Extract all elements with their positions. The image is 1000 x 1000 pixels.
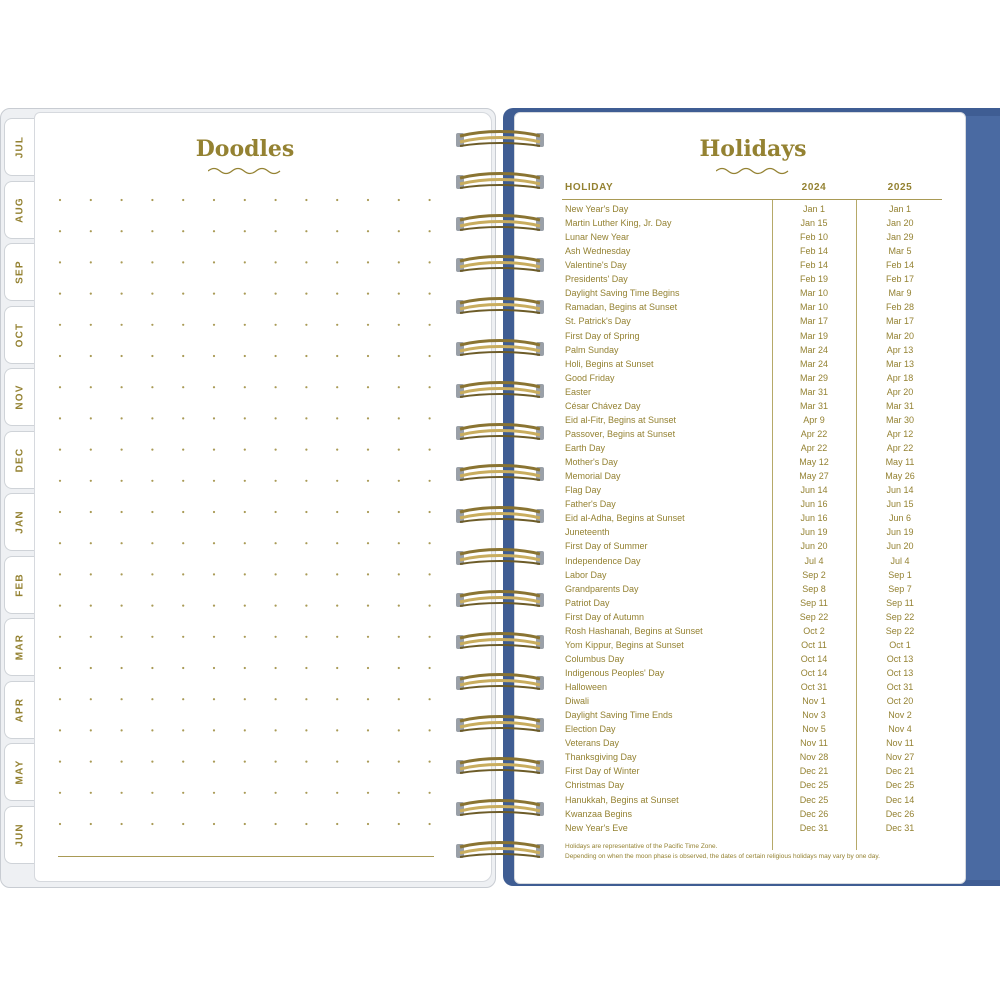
- footnote-line: Depending on when the moon phase is observed, the dates of certain religious holidays may vary by one day.: [565, 853, 880, 860]
- month-tab-label: SEP: [14, 260, 25, 284]
- holiday-date-2024: Nov 1: [802, 696, 826, 707]
- holiday-date-2025: Jan 29: [886, 232, 914, 243]
- holiday-date-2025: Nov 4: [888, 724, 912, 735]
- holiday-date-2025: Apr 13: [886, 344, 914, 355]
- spiral-ring: [454, 797, 546, 821]
- spiral-ring: [454, 504, 546, 528]
- month-tab-feb[interactable]: [4, 556, 34, 614]
- holiday-row: [562, 612, 942, 626]
- holiday-name: Passover, Begins at Sunset: [565, 428, 676, 439]
- holiday-name: Hanukkah, Begins at Sunset: [565, 794, 679, 805]
- holiday-date-2025: Sep 1: [888, 569, 912, 580]
- holiday-row: [562, 696, 942, 710]
- holiday-name: Presidents' Day: [565, 274, 628, 285]
- holiday-date-2024: Nov 5: [802, 724, 826, 735]
- holiday-row: [562, 415, 942, 429]
- holiday-date-2024: Mar 10: [799, 302, 828, 313]
- holidays-title: Holidays: [699, 136, 807, 162]
- holiday-date-2024: Mar 31: [799, 400, 828, 411]
- holiday-name: Flag Day: [565, 485, 602, 496]
- doodles-squiggle: [208, 166, 282, 176]
- holiday-row: [562, 541, 942, 555]
- month-tab-label: AUG: [14, 196, 25, 223]
- month-tab-mar[interactable]: [4, 618, 34, 676]
- holiday-date-2024: Jun 16: [800, 499, 828, 510]
- spiral-ring: [454, 295, 546, 319]
- holiday-name: Ramadan, Begins at Sunset: [565, 302, 678, 313]
- holiday-name: Diwali: [565, 696, 590, 707]
- holiday-name: Good Friday: [565, 372, 615, 383]
- holiday-name: Grandparents Day: [565, 583, 639, 594]
- holiday-date-2025: Sep 22: [885, 611, 915, 622]
- holiday-date-2025: Sep 22: [885, 625, 915, 636]
- holiday-date-2024: Feb 19: [799, 274, 829, 285]
- holiday-name: Palm Sunday: [565, 344, 619, 355]
- month-tab-label: OCT: [14, 322, 25, 347]
- holiday-date-2024: Feb 14: [799, 260, 829, 271]
- month-tab-label: APR: [14, 697, 25, 722]
- holiday-date-2025: Apr 20: [886, 386, 914, 397]
- spiral-binding: [454, 128, 546, 868]
- holiday-row: [562, 204, 942, 218]
- month-tab-dec[interactable]: [4, 431, 34, 489]
- holiday-date-2025: Jan 20: [886, 218, 914, 229]
- holiday-name: New Year's Day: [565, 204, 629, 214]
- holiday-name: Thanksgiving Day: [565, 752, 637, 763]
- month-tab-label: DEC: [14, 447, 25, 472]
- spiral-ring: [454, 253, 546, 277]
- holiday-date-2024: Sep 8: [802, 583, 826, 594]
- holiday-date-2024: Jun 16: [800, 513, 828, 524]
- holiday-date-2024: May 12: [799, 457, 829, 468]
- holiday-row: [562, 218, 942, 232]
- holiday-row: [562, 640, 942, 654]
- holiday-date-2025: Feb 17: [885, 274, 915, 285]
- holiday-name: Indigenous Peoples' Day: [565, 667, 665, 678]
- holiday-date-2025: Jun 20: [886, 541, 914, 552]
- month-tab-label: MAY: [14, 759, 25, 785]
- holiday-date-2024: Sep 2: [802, 569, 826, 580]
- holiday-date-2025: Jun 6: [888, 513, 912, 524]
- holiday-date-2025: Jun 14: [886, 485, 914, 496]
- holiday-name: Patriot Day: [565, 597, 610, 608]
- holiday-date-2024: Mar 29: [799, 372, 828, 383]
- month-tab-aug[interactable]: [4, 181, 34, 239]
- holiday-row: [562, 795, 942, 809]
- holiday-date-2025: Jan 1: [888, 204, 912, 214]
- holiday-row: [562, 584, 942, 598]
- holiday-date-2024: Mar 31: [799, 386, 828, 397]
- holiday-row: [562, 724, 942, 738]
- holiday-date-2025: Dec 26: [885, 808, 915, 819]
- holiday-row: [562, 752, 942, 766]
- holiday-date-2024: Dec 31: [799, 822, 829, 833]
- holiday-date-2024: Oct 2: [803, 625, 825, 636]
- holiday-row: [562, 809, 942, 823]
- spiral-ring: [454, 421, 546, 445]
- holiday-row: [562, 682, 942, 696]
- holiday-name: Mother's Day: [565, 457, 618, 468]
- holiday-date-2024: Jan 15: [800, 218, 828, 229]
- holiday-row: [562, 485, 942, 499]
- holiday-row: [562, 738, 942, 752]
- holiday-row: [562, 331, 942, 345]
- holiday-name: First Day of Winter: [565, 766, 640, 777]
- holiday-name: Memorial Day: [565, 471, 621, 482]
- holiday-date-2024: Feb 14: [799, 246, 829, 257]
- month-tab-nov[interactable]: [4, 368, 34, 426]
- holiday-row: [562, 499, 942, 513]
- month-tab-jan[interactable]: [4, 493, 34, 551]
- holiday-date-2024: Mar 24: [799, 358, 828, 369]
- spiral-ring: [454, 713, 546, 737]
- holiday-name: First Day of Summer: [565, 541, 648, 552]
- holiday-date-2025: Mar 17: [885, 316, 914, 327]
- holiday-row: [562, 246, 942, 260]
- holiday-date-2024: Mar 10: [799, 288, 828, 299]
- holiday-row: [562, 823, 942, 837]
- holiday-date-2024: Nov 28: [799, 752, 829, 763]
- column-header-holiday: HOLIDAY: [565, 182, 614, 193]
- holiday-name: Holi, Begins at Sunset: [565, 358, 654, 369]
- holiday-name: Daylight Saving Time Begins: [565, 288, 680, 299]
- holiday-row: [562, 373, 942, 387]
- footnotes: [565, 842, 945, 862]
- holiday-name: Veterans Day: [565, 738, 620, 749]
- month-tab-may[interactable]: [4, 743, 34, 801]
- spiral-ring: [454, 755, 546, 779]
- spiral-ring: [454, 839, 546, 863]
- holiday-date-2024: Dec 21: [799, 766, 829, 777]
- holiday-row: [562, 570, 942, 584]
- holiday-name: Independence Day: [565, 555, 641, 566]
- holiday-name: St. Patrick's Day: [565, 316, 631, 327]
- holiday-date-2024: Jan 1: [802, 204, 826, 214]
- spiral-ring: [454, 671, 546, 695]
- holiday-name: Father's Day: [565, 499, 616, 510]
- holiday-date-2024: May 27: [799, 471, 829, 482]
- month-tab-label: MAR: [14, 633, 25, 661]
- holiday-name: Martin Luther King, Jr. Day: [565, 218, 672, 229]
- holiday-name: New Year's Eve: [565, 822, 628, 833]
- doodles-bottom-rule: [58, 856, 434, 857]
- holiday-date-2025: Mar 31: [885, 400, 914, 411]
- column-header-2024: 2024: [801, 182, 827, 193]
- holiday-date-2024: Sep 11: [800, 597, 828, 608]
- holiday-date-2025: Jul 4: [890, 555, 910, 566]
- month-tab-label: FEB: [14, 572, 25, 597]
- holiday-date-2024: Oct 14: [800, 667, 828, 678]
- month-tab-jun[interactable]: [4, 806, 34, 864]
- holiday-row: [562, 710, 942, 724]
- holiday-row: [562, 626, 942, 640]
- holiday-date-2025: Apr 12: [886, 428, 914, 439]
- holiday-row: [562, 527, 942, 541]
- holiday-date-2024: Nov 3: [802, 710, 826, 721]
- dot-grid: [50, 190, 436, 840]
- holiday-date-2024: Mar 24: [799, 344, 828, 355]
- holiday-date-2025: Oct 31: [886, 682, 914, 693]
- holiday-date-2025: May 26: [885, 471, 915, 482]
- right-cover-edge: [960, 116, 1000, 880]
- holiday-name: Ash Wednesday: [565, 246, 631, 257]
- spiral-ring: [454, 337, 546, 361]
- holiday-name: César Chávez Day: [565, 400, 641, 411]
- holiday-name: Juneteenth: [565, 527, 610, 538]
- holiday-date-2024: Jun 20: [800, 541, 828, 552]
- holiday-name: Valentine's Day: [565, 260, 627, 271]
- holiday-date-2025: Jun 19: [886, 527, 914, 538]
- month-tab-label: JUL: [14, 135, 25, 159]
- holiday-row: [562, 401, 942, 415]
- holiday-name: Easter: [565, 386, 592, 397]
- holiday-date-2025: Sep 7: [888, 583, 912, 594]
- header-rule: [562, 199, 942, 200]
- holiday-row: [562, 513, 942, 527]
- holiday-row: [562, 556, 942, 570]
- holiday-row: [562, 387, 942, 401]
- spiral-ring: [454, 546, 546, 570]
- holiday-row: [562, 359, 942, 373]
- holiday-name: Earth Day: [565, 443, 606, 454]
- spiral-ring: [454, 170, 546, 194]
- holiday-row: [562, 443, 942, 457]
- holiday-row: [562, 345, 942, 359]
- holiday-date-2024: Oct 14: [800, 653, 828, 664]
- holiday-date-2024: Mar 19: [799, 330, 828, 341]
- holiday-date-2025: Oct 20: [886, 696, 914, 707]
- holiday-name: Daylight Saving Time Ends: [565, 710, 673, 721]
- holiday-date-2025: Dec 25: [885, 780, 915, 791]
- holiday-name: Eid al-Adha, Begins at Sunset: [565, 513, 685, 524]
- footnote-line: Holidays are representative of the Pacific Time Zone.: [565, 843, 718, 850]
- holiday-row: [562, 274, 942, 288]
- holiday-date-2025: Oct 13: [886, 667, 914, 678]
- month-tab-oct[interactable]: [4, 306, 34, 364]
- holiday-name: Christmas Day: [565, 780, 625, 791]
- holiday-name: Election Day: [565, 724, 616, 735]
- month-tab-jul[interactable]: [4, 118, 34, 176]
- holiday-date-2024: Dec 25: [799, 794, 829, 805]
- column-header-2025: 2025: [887, 182, 913, 193]
- holiday-name: Labor Day: [565, 569, 607, 580]
- holiday-row: [562, 429, 942, 443]
- holiday-date-2024: Jun 19: [800, 527, 828, 538]
- spiral-ring: [454, 588, 546, 612]
- holiday-name: Lunar New Year: [565, 232, 630, 243]
- holiday-date-2025: Oct 13: [886, 653, 914, 664]
- month-tab-label: NOV: [14, 384, 25, 410]
- holiday-row: [562, 316, 942, 330]
- spiral-ring: [454, 379, 546, 403]
- holiday-name: Rosh Hashanah, Begins at Sunset: [565, 625, 703, 636]
- holiday-name: Kwanzaa Begins: [565, 808, 633, 819]
- holiday-row: [562, 457, 942, 471]
- month-tab-label: JUN: [14, 822, 25, 847]
- holiday-row: [562, 654, 942, 668]
- holiday-date-2025: Mar 20: [885, 330, 914, 341]
- holiday-name: Yom Kippur, Begins at Sunset: [565, 639, 684, 650]
- holiday-date-2024: Mar 17: [799, 316, 828, 327]
- holiday-date-2025: Dec 14: [885, 794, 915, 805]
- holiday-row: [562, 288, 942, 302]
- holiday-date-2025: Jun 15: [886, 499, 914, 510]
- spiral-ring: [454, 630, 546, 654]
- holiday-name: Halloween: [565, 682, 608, 693]
- month-tab-apr[interactable]: [4, 681, 34, 739]
- month-tabs: [4, 118, 34, 878]
- holiday-date-2024: Apr 9: [803, 414, 825, 425]
- holiday-date-2025: Oct 1: [889, 639, 911, 650]
- holiday-date-2024: Dec 26: [799, 808, 829, 819]
- holiday-row: [562, 471, 942, 485]
- holiday-date-2025: Mar 9: [888, 288, 912, 299]
- holiday-row: [562, 598, 942, 612]
- holiday-row: [562, 780, 942, 794]
- holiday-date-2025: May 11: [885, 457, 915, 468]
- holiday-name: Columbus Day: [565, 653, 625, 664]
- month-tab-sep[interactable]: [4, 243, 34, 301]
- holiday-date-2024: Dec 25: [799, 780, 829, 791]
- holiday-date-2025: Dec 31: [885, 822, 915, 833]
- holiday-date-2025: Nov 11: [886, 738, 914, 749]
- holiday-date-2025: Mar 5: [888, 246, 912, 257]
- holiday-date-2025: Apr 22: [886, 443, 914, 454]
- holiday-date-2025: Apr 18: [886, 372, 914, 383]
- holidays-squiggle: [716, 166, 790, 176]
- holiday-date-2024: Nov 11: [800, 738, 828, 749]
- holiday-date-2024: Feb 10: [799, 232, 829, 243]
- holiday-date-2025: Mar 13: [885, 358, 914, 369]
- holiday-date-2024: Apr 22: [800, 443, 828, 454]
- holiday-date-2024: Oct 31: [800, 682, 828, 693]
- holiday-name: First Day of Spring: [565, 330, 640, 341]
- holiday-date-2025: Dec 21: [885, 766, 915, 777]
- spiral-ring: [454, 212, 546, 236]
- holiday-date-2024: Jul 4: [804, 555, 824, 566]
- holiday-row: [562, 766, 942, 780]
- month-tab-label: JAN: [14, 510, 25, 534]
- holiday-date-2025: Nov 2: [888, 710, 912, 721]
- holiday-row: [562, 668, 942, 682]
- holiday-date-2024: Oct 11: [801, 639, 827, 650]
- holiday-name: First Day of Autumn: [565, 611, 645, 622]
- holiday-row: [562, 260, 942, 274]
- holiday-row: [562, 302, 942, 316]
- holiday-date-2025: Feb 14: [885, 260, 915, 271]
- holiday-date-2025: Nov 27: [885, 752, 915, 763]
- holiday-date-2025: Mar 30: [885, 414, 914, 425]
- holiday-date-2025: Sep 11: [886, 597, 914, 608]
- doodles-title: Doodles: [195, 136, 295, 162]
- holiday-date-2025: Feb 28: [885, 302, 915, 313]
- holiday-date-2024: Apr 22: [800, 428, 828, 439]
- holiday-date-2024: Jun 14: [800, 485, 828, 496]
- spiral-ring: [454, 462, 546, 486]
- spiral-ring: [454, 128, 546, 152]
- holiday-date-2024: Sep 22: [799, 611, 829, 622]
- holiday-row: [562, 232, 942, 246]
- holiday-name: Eid al-Fitr, Begins at Sunset: [565, 414, 677, 425]
